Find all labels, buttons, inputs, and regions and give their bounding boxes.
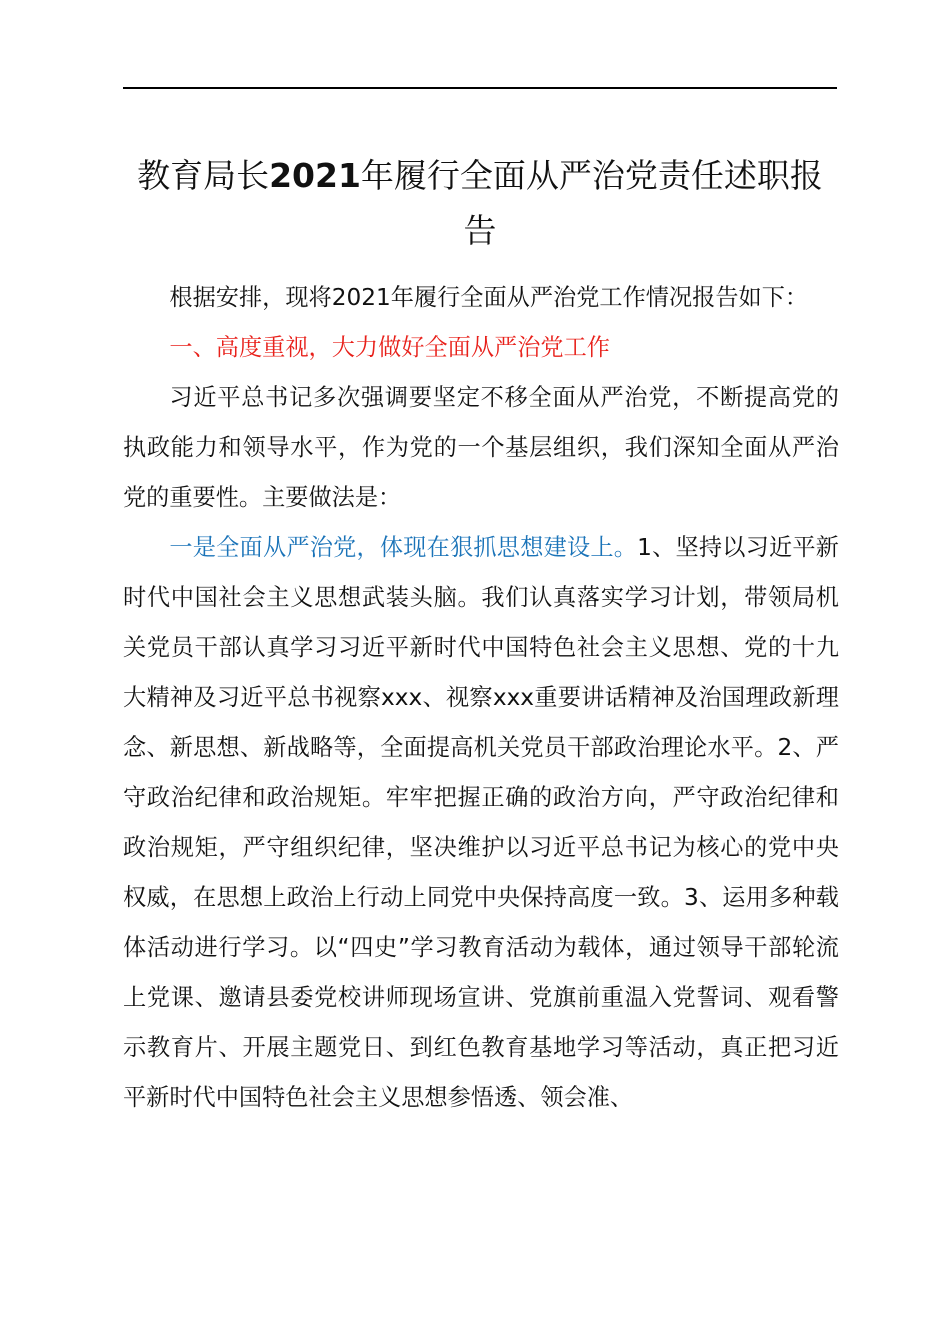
title-suffix: 年履行全面从严治党责任述职报告 [360, 156, 823, 250]
point-1-body: 1、坚持以习近平新时代中国社会主义思想武装头脑。我们认真落实学习计划，带领局机关党员干部认真学习习近平新时代中国特色社会主义思想、党的十九大精神及习近平总书视察xxx、视察xxx重要讲话精神及治国理政新理念、新思想、新战略等，全面提高机关党员干部政治理论水平。2、严守政治纪律和政治规矩。牢牢把握正确的政治方向，严守政治纪律和政治规矩，严守组织纪律，坚决维护以习近平总书记为核心的党中央权威，在思想上政治上行动上同党中央保持高度一致。3、运用多种载体活动进行学习。以“四史”学习教育活动为载体，通过领导干部轮流上党课、邀请县委党校讲师现场宣讲、党旗前重温入党誓词、观看警示教育片、开展主题党日、到红色教育基地学习等活动，真正把习近平新时代中国特色社会主义思想参悟透、领会准、 [123, 534, 839, 1111]
section-1-paragraph: 习近平总书记多次强调要坚定不移全面从严治党，不断提高党的执政能力和领导水平，作为党的一个基层组织，我们深知全面从严治党的重要性。主要做法是： [123, 384, 839, 511]
document-title [123, 148, 837, 258]
title-prefix: 教育局长 [137, 156, 270, 195]
point-1-lead: 一是全面从严治党，体现在狠抓思想建设上。 [169, 534, 638, 561]
header-rule [123, 87, 837, 89]
point-1-paragraph [123, 523, 839, 1123]
title-year: 2021 [269, 156, 361, 195]
section-1-heading: 一、高度重视，大力做好全面从严治党工作 [169, 334, 610, 361]
document-body [123, 273, 839, 1123]
intro-paragraph: 根据安排，现将2021年履行全面从严治党工作情况报告如下： [169, 284, 809, 311]
